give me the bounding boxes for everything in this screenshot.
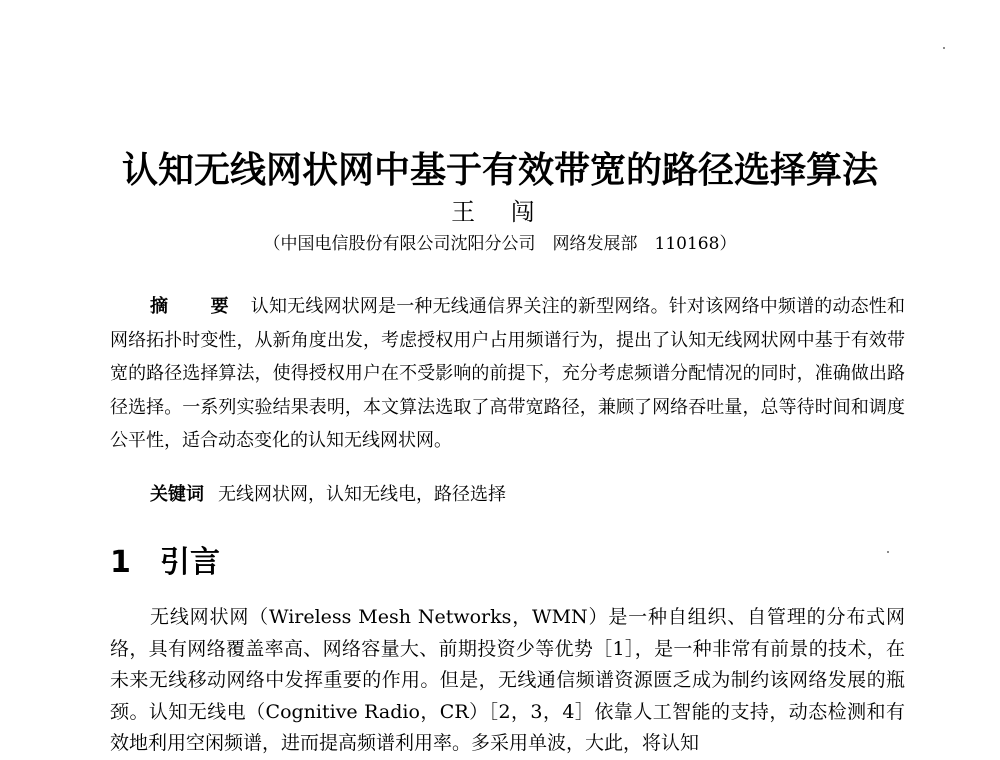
- abstract-paragraph: [110, 290, 905, 458]
- section-title: 引言: [160, 545, 220, 580]
- scan-speck: [943, 47, 945, 49]
- abstract-text: 认知无线网状网是一种无线通信界关注的新型网络。针对该网络中频谱的动态性和网络拓扑时变性，从新角度出发，考虑授权用户占用频谱行为，提出了认知无线网状网中基于有效带宽的路径选择算法，使得授权用户在不受影响的前提下，充分考虑频谱分配情况的同时，准确做出路径选择。一系列实验结果表明，本文算法选取了高带宽路径，兼顾了网络吞吐量，总等待时间和调度公平性，适合动态变化的认知无线网状网。: [110, 296, 905, 451]
- author-affiliation: （中国电信股份有限公司沈阳分公司 网络发展部 110168）: [263, 234, 737, 254]
- section-heading: [110, 537, 220, 581]
- intro-paragraph: 无线网状网（Wireless Mesh Networks，WMN）是一种自组织、自管理的分布式网络，具有网络覆盖率高、网络容量大、前期投资少等优势［1］，是一种非常有前景的技术，在未来无线移动网络中发挥重要的作用。但是，无线通信频谱资源匮乏成为制约该网络发展的瓶颈。认知无线电（Cognitive Radio，CR）［2，3，4］依靠人工智能的支持，动态检测和有效地利用空闲频谱，进而提高频谱利用率。多采用单波，大此，将认知: [110, 606, 905, 754]
- keywords-line: [150, 481, 900, 509]
- keywords-text: 无线网状网，认知无线电，路径选择: [218, 484, 506, 505]
- section-number: 1: [110, 545, 131, 580]
- paper-title: 认知无线网状网中基于有效带宽的路径选择算法: [121, 150, 878, 191]
- author-name: 王 闯: [451, 198, 549, 226]
- keywords-label: 关键词: [150, 484, 204, 505]
- scan-speck: [887, 551, 889, 553]
- abstract-label: 摘 要: [150, 296, 247, 317]
